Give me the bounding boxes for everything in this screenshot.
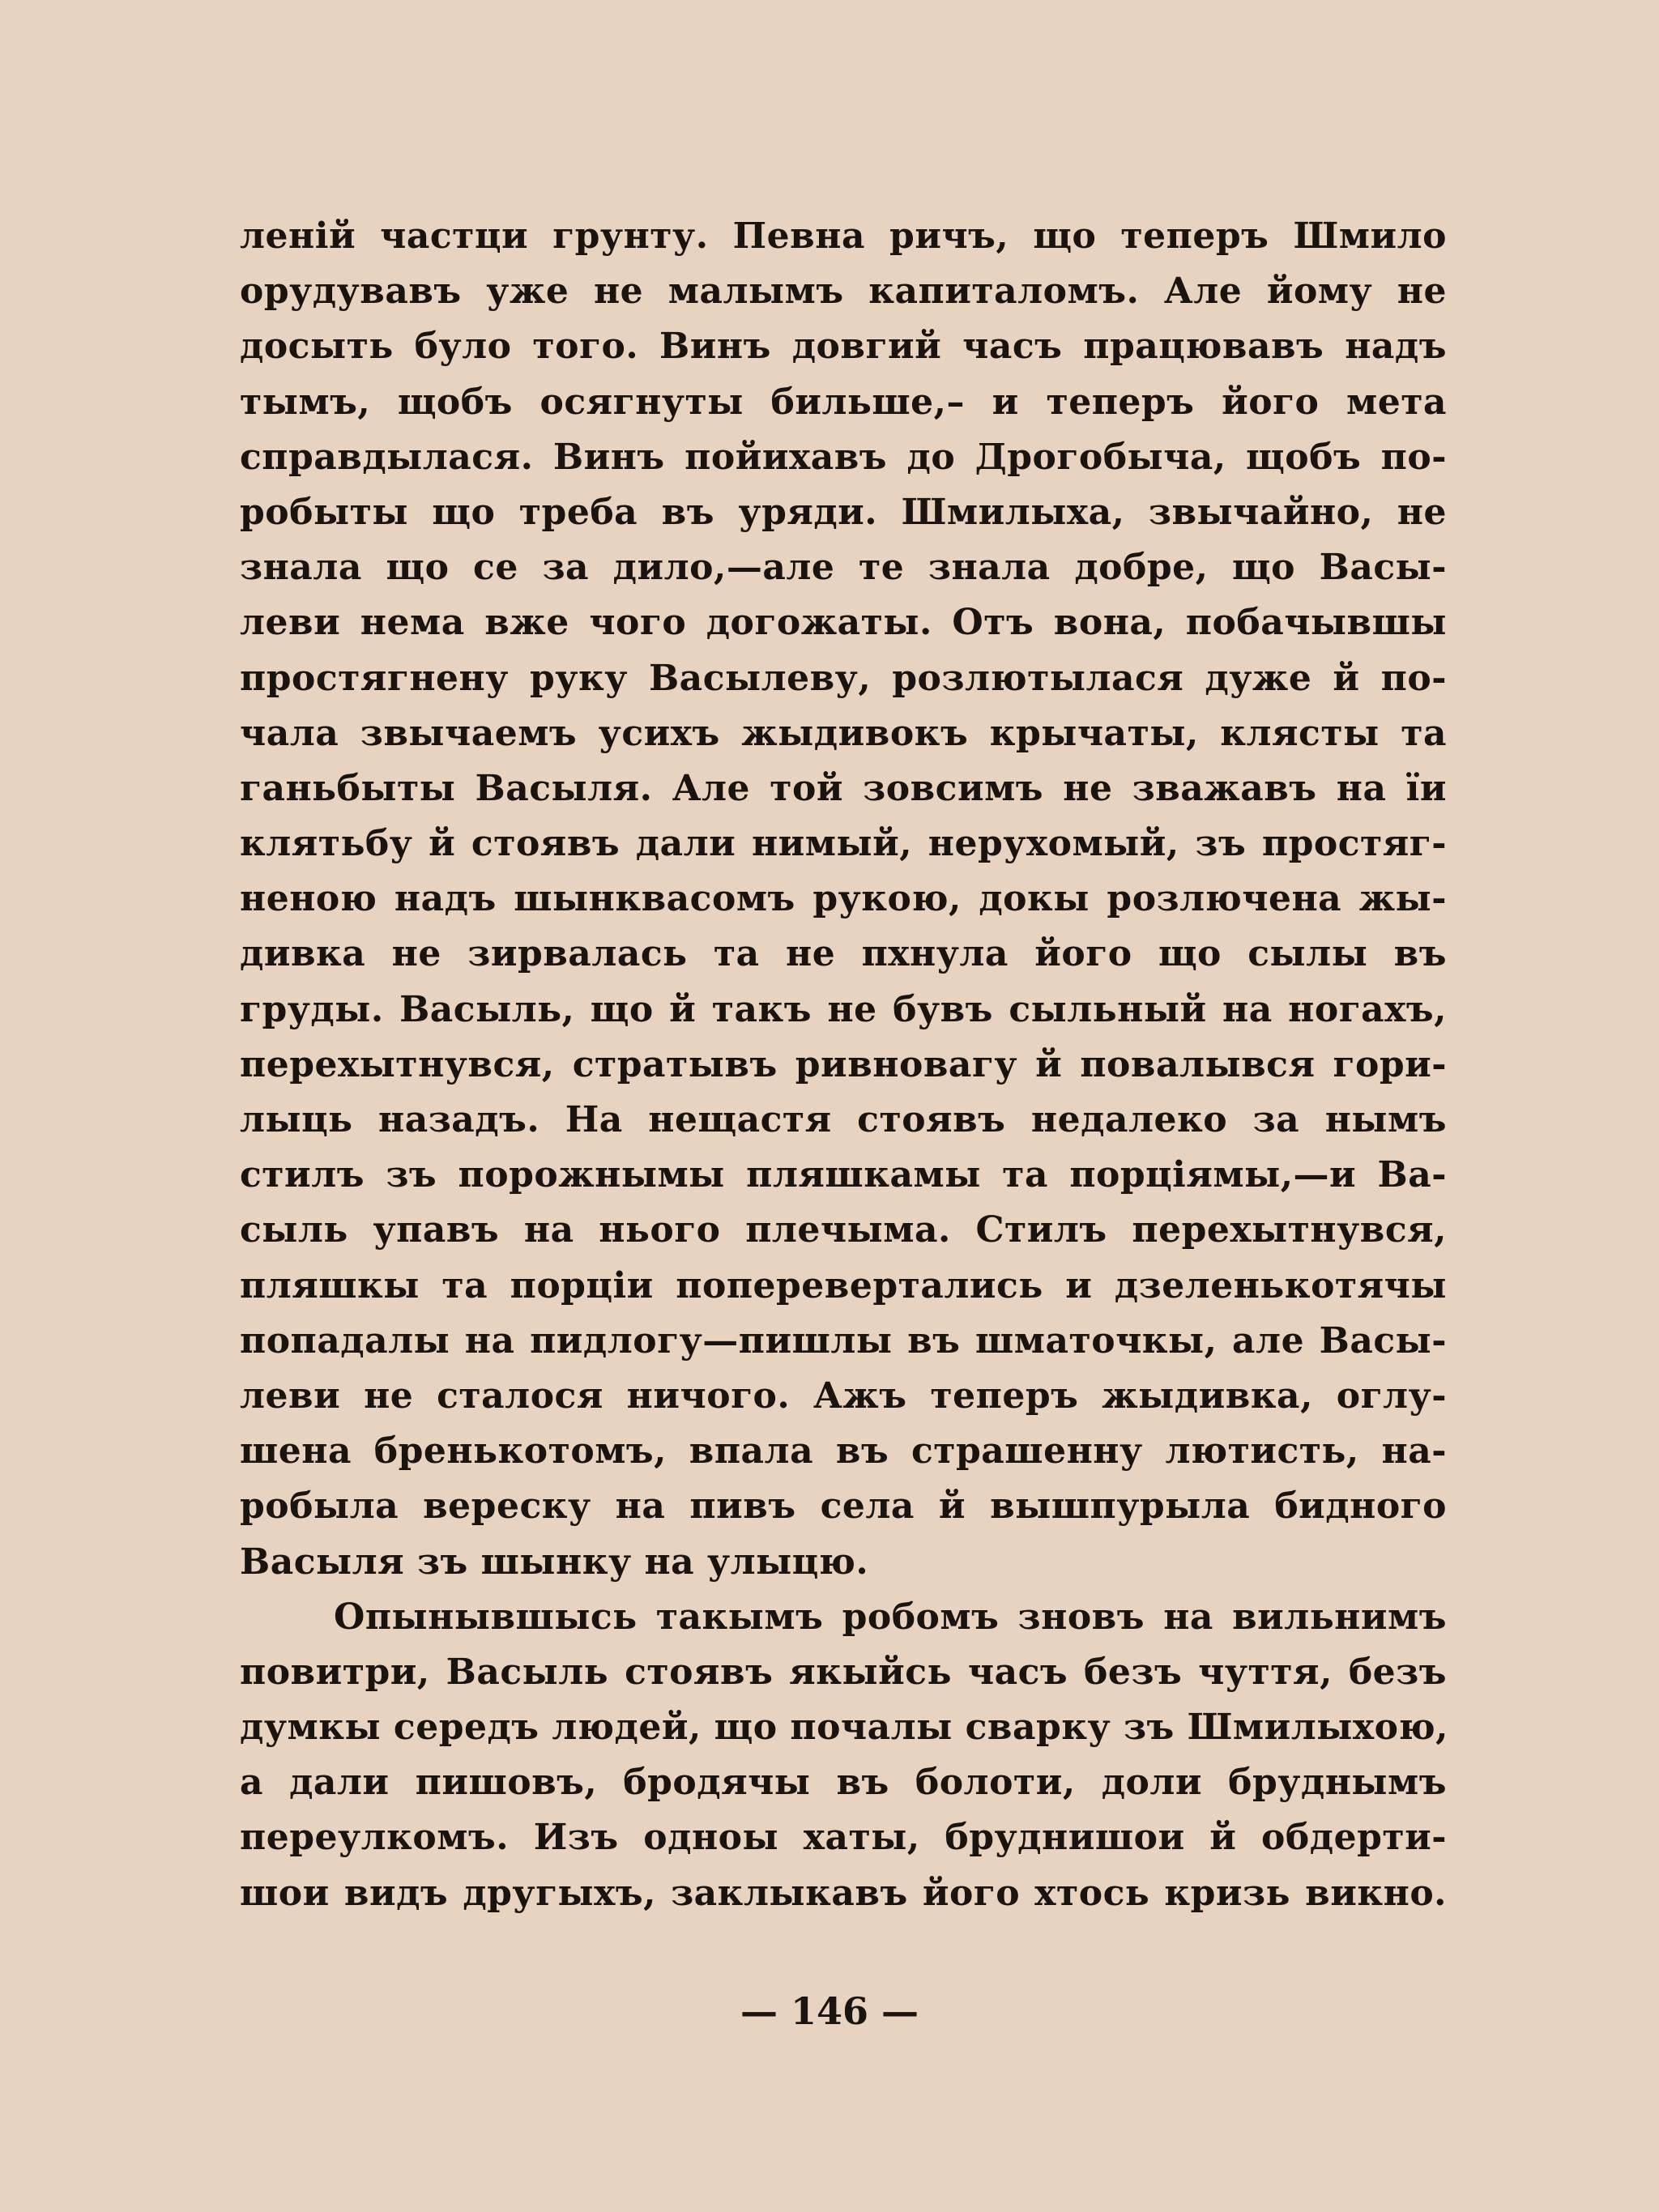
text-line: робыты що треба въ уряди. Шмилыха, звычайно, не	[240, 491, 1447, 533]
text-line: шои видъ другыхъ, заклыкавъ його хтось кризь викно.	[240, 1872, 1447, 1914]
text-line: неною надъ шынквасомъ рукою, докы розлючена жы-	[240, 878, 1447, 920]
text-line: лыць назадъ. На нещастя стоявъ недалеко за нымъ	[240, 1099, 1447, 1140]
text-line: леній частци грунту. Певна ричъ, що теперъ Шмило	[240, 215, 1447, 257]
text-line: клятьбу й стоявъ дали нимый, нерухомый, зъ простяг-	[240, 823, 1447, 865]
text-line: думкы середъ людей, що почалы сварку зъ Шмилыхою,	[240, 1707, 1448, 1749]
text-line: орудувавъ уже не малымъ капиталомъ. Але йому не	[240, 271, 1447, 313]
text-line: пляшкы та порціи поперевертались и дзеленькотячы	[240, 1264, 1447, 1306]
text-line: простягнену руку Васылеву, розлютылася дуже й по-	[240, 657, 1447, 699]
text-line: переулкомъ. Изъ одноы хаты, бруднишои й обдерти-	[240, 1817, 1447, 1859]
text-line: справдылася. Винъ пойихавъ до Дрогобыча, щобъ по-	[240, 436, 1447, 478]
text-line: робыла вереску на пивъ села й вышпурыла бидного	[240, 1485, 1447, 1528]
text-line: тымъ, щобъ осягнуты бильше,– и теперъ його мета	[240, 381, 1447, 423]
text-line: Васыля зъ шынку на улыцю.	[240, 1541, 869, 1583]
text-line: попадалы на пидлогу—пишлы въ шматочкы, але Васы-	[240, 1319, 1447, 1362]
text-line: чала звычаемъ усихъ жыдивокъ крычаты, клясты та	[240, 712, 1447, 754]
text-line: знала що се за дило,—але те знала добре, що Васы-	[240, 547, 1447, 589]
text-line: леви нема вже чого догожаты. Отъ вона, побачывшы	[240, 602, 1447, 644]
text-line: сыль упавъ на нього плечыма. Стилъ перехытнувся,	[240, 1209, 1447, 1251]
text-line: ганьбыты Васыля. Але той зовсимъ не зважавъ на ïи	[240, 767, 1447, 809]
text-line: перехытнувся, стратывъ ривновагу й повалывся гори-	[240, 1043, 1447, 1085]
paragraph	[240, 1590, 1447, 1921]
page-number: — 146 —	[740, 1989, 919, 2033]
text-line: груды. Васыль, що й такъ не бувъ сыльный на ногахъ,	[240, 988, 1447, 1030]
text-line: Опынывшысь такымъ робомъ зновъ на вильнимъ	[334, 1596, 1447, 1638]
text-line: а дали пишовъ, бродячы въ болоти, доли бруднымъ	[240, 1762, 1447, 1804]
text-line: леви не сталося ничого. Ажъ теперъ жыдивка, оглу-	[240, 1375, 1447, 1417]
text-line: дивка не зирвалась та не пхнула його що сылы въ	[240, 933, 1447, 975]
text-line: досыть було того. Винъ довгий часъ працювавъ надъ	[240, 326, 1447, 368]
text-line: стилъ зъ порожнымы пляшкамы та порціямы,—и Ва-	[240, 1154, 1447, 1196]
text-line: шена бренькотомъ, впала въ страшенну лютисть, на-	[240, 1430, 1447, 1473]
text-line: повитри, Васыль стоявъ якыйсь часъ безъ чуття, безъ	[240, 1651, 1447, 1693]
paragraph	[240, 209, 1447, 1590]
body-text	[240, 209, 1447, 1921]
